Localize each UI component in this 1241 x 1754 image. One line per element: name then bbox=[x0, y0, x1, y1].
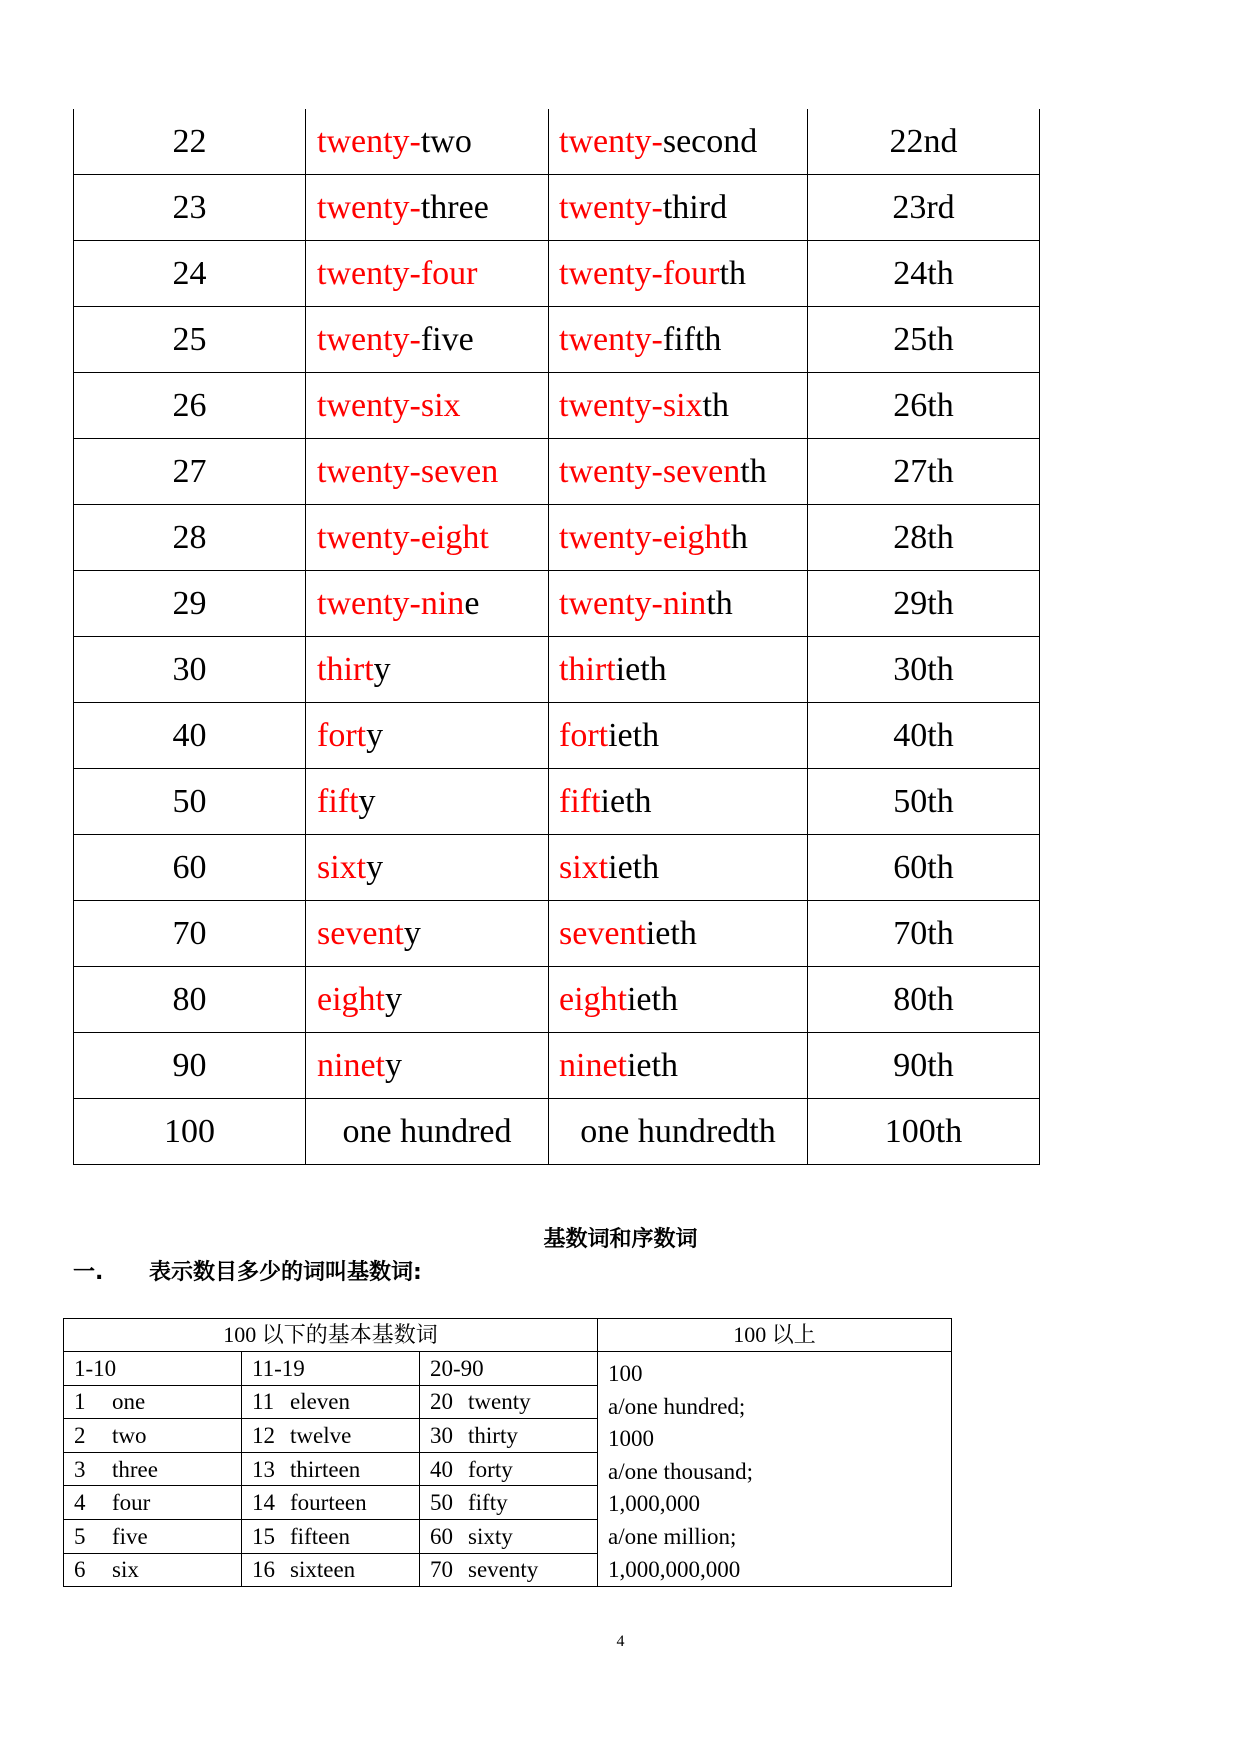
number-text: 50 bbox=[172, 782, 207, 820]
number-cell bbox=[74, 769, 306, 835]
number-text: 100 bbox=[164, 1112, 215, 1150]
ordinal-word-cell bbox=[549, 901, 808, 967]
cardinal-word-cell bbox=[306, 901, 549, 967]
cardinal-word-red: ninet bbox=[317, 1046, 385, 1084]
ordinal-abbr-cell bbox=[808, 835, 1040, 901]
number-text: 40 bbox=[172, 716, 207, 754]
number-cell bbox=[74, 241, 306, 307]
above-100-line: 1000 bbox=[608, 1426, 654, 1452]
number-text: 26 bbox=[172, 386, 207, 424]
cardinal-word-red: fort bbox=[317, 716, 367, 754]
ordinal-abbr-text: 29th bbox=[893, 584, 954, 622]
ordinal-word-black: th bbox=[702, 386, 729, 424]
ordinal-row bbox=[74, 637, 1040, 703]
ordinal-word-black: th bbox=[740, 452, 767, 490]
number-cell bbox=[74, 637, 306, 703]
cardinal-cell bbox=[242, 1519, 420, 1553]
cardinal-word-red: twenty- bbox=[317, 122, 421, 160]
cardinal-number: 1 bbox=[74, 1389, 86, 1415]
cardinal-word-black: five bbox=[420, 320, 474, 358]
ordinal-abbr-cell bbox=[808, 769, 1040, 835]
ordinal-word-cell bbox=[549, 439, 808, 505]
section-heading: 基数词和序数词 bbox=[543, 1227, 698, 1252]
cardinal-word: fourteen bbox=[290, 1490, 367, 1516]
above-100-line: a/one thousand; bbox=[608, 1458, 753, 1484]
cardinal-word-black: y bbox=[366, 848, 384, 886]
ordinal-word-red: ninet bbox=[559, 1046, 627, 1084]
cardinal-word-black: y bbox=[384, 980, 402, 1018]
section-item bbox=[73, 1255, 422, 1286]
cardinal-word: seventy bbox=[468, 1557, 539, 1583]
ordinal-word-cell bbox=[549, 571, 808, 637]
ordinal-word-cell bbox=[549, 241, 808, 307]
cardinal-cell bbox=[242, 1486, 420, 1520]
ordinal-abbr-cell bbox=[808, 175, 1040, 241]
ordinal-abbr-cell bbox=[808, 571, 1040, 637]
cardinal-cell bbox=[64, 1385, 242, 1419]
cardinal-number: 20 bbox=[430, 1389, 453, 1415]
cardinal-cell bbox=[64, 1519, 242, 1553]
cardinal-word: four bbox=[112, 1490, 151, 1516]
cardinal-word: thirteen bbox=[290, 1456, 361, 1482]
cardinal-word-red: twenty-seven bbox=[317, 452, 499, 490]
number-cell bbox=[74, 175, 306, 241]
ordinal-word-red: sevent bbox=[559, 914, 646, 952]
ordinal-row bbox=[74, 505, 1040, 571]
number-text: 28 bbox=[172, 518, 207, 556]
ordinal-word-black: ieth bbox=[615, 650, 667, 688]
ordinal-word-red: sixt bbox=[559, 848, 609, 886]
number-cell bbox=[74, 373, 306, 439]
cardinal-word-cell bbox=[306, 1099, 549, 1165]
ordinal-word-black: th bbox=[719, 254, 746, 292]
ordinal-abbr-cell bbox=[808, 307, 1040, 373]
ordinal-row bbox=[74, 1033, 1040, 1099]
cardinal-word-red: twenty-six bbox=[317, 386, 461, 424]
number-text: 22 bbox=[172, 122, 207, 160]
cardinal-word: sixty bbox=[468, 1523, 513, 1549]
cardinal-cell bbox=[420, 1486, 598, 1520]
cardinal-word: fifty bbox=[468, 1490, 508, 1516]
cardinal-word: fifteen bbox=[290, 1523, 351, 1549]
item-marker: 一. bbox=[73, 1260, 104, 1285]
ordinal-word-red: twenty- bbox=[559, 320, 663, 358]
ordinal-abbr-text: 60th bbox=[893, 848, 954, 886]
above-100-list bbox=[598, 1352, 952, 1587]
cardinal-word-red: sixt bbox=[317, 848, 367, 886]
number-cell bbox=[74, 1033, 306, 1099]
ordinal-abbr-cell bbox=[808, 241, 1040, 307]
number-cell bbox=[74, 307, 306, 373]
cardinal-word-red: twenty-eight bbox=[317, 518, 489, 556]
cardinal-word: five bbox=[112, 1523, 148, 1549]
cardinal-cell bbox=[242, 1452, 420, 1486]
cardinal-number: 13 bbox=[252, 1456, 275, 1482]
number-cell bbox=[74, 571, 306, 637]
ordinal-word-black: fifth bbox=[662, 320, 722, 358]
ordinal-abbr-text: 50th bbox=[893, 782, 954, 820]
cardinal-word-cell bbox=[306, 241, 549, 307]
ordinal-word-red: twenty-nin bbox=[559, 584, 707, 622]
number-cell bbox=[74, 967, 306, 1033]
ordinal-word-red: fift bbox=[559, 782, 601, 820]
cardinal-word-black: two bbox=[420, 122, 472, 160]
ordinal-abbr-cell bbox=[808, 967, 1040, 1033]
cardinal-word-black: y bbox=[403, 914, 421, 952]
cardinal-cell bbox=[420, 1553, 598, 1587]
ordinal-abbr-text: 70th bbox=[893, 914, 954, 952]
cardinal-word-red: thirt bbox=[317, 650, 374, 688]
cardinal-word-cell bbox=[306, 637, 549, 703]
cardinal-number: 15 bbox=[252, 1523, 275, 1549]
cardinal-word-cell bbox=[306, 571, 549, 637]
number-cell bbox=[74, 505, 306, 571]
ordinal-word-cell bbox=[549, 373, 808, 439]
ordinal-word-black: h bbox=[730, 518, 748, 556]
cardinal-word-red: twenty-nin bbox=[317, 584, 465, 622]
number-text: 70 bbox=[172, 914, 207, 952]
col-head-11-19: 11-19 bbox=[242, 1352, 420, 1386]
cardinal-word-cell bbox=[306, 505, 549, 571]
ordinal-word-black: ieth bbox=[608, 848, 660, 886]
cardinal-word-cell bbox=[306, 175, 549, 241]
ordinal-abbr-text: 26th bbox=[893, 386, 954, 424]
ordinal-word-cell bbox=[549, 505, 808, 571]
cardinal-number: 2 bbox=[74, 1422, 86, 1448]
cardinal-word-black: y bbox=[384, 1046, 402, 1084]
ordinal-row bbox=[74, 175, 1040, 241]
ordinal-word-black: ieth bbox=[645, 914, 697, 952]
cardinal-word-cell bbox=[306, 835, 549, 901]
cardinal-word: forty bbox=[468, 1456, 513, 1482]
number-text: 24 bbox=[172, 254, 207, 292]
cardinal-cell bbox=[242, 1385, 420, 1419]
cardinal-word: twelve bbox=[290, 1422, 352, 1448]
ordinal-abbr-text: 24th bbox=[893, 254, 954, 292]
ordinal-row bbox=[74, 109, 1040, 175]
above-100-line: 100 bbox=[608, 1361, 643, 1386]
ordinal-abbr-text: 30th bbox=[893, 650, 954, 688]
above-100-line: 1,000,000 bbox=[608, 1491, 700, 1517]
cardinal-cell bbox=[64, 1486, 242, 1520]
cardinal-word-cell bbox=[306, 967, 549, 1033]
ordinal-word-red: twenty-seven bbox=[559, 452, 741, 490]
cardinal-word: sixteen bbox=[290, 1557, 356, 1583]
cardinal-cell bbox=[420, 1419, 598, 1453]
cardinal-number: 70 bbox=[430, 1557, 453, 1583]
cardinal-word: thirty bbox=[468, 1422, 518, 1448]
cardinal-number: 14 bbox=[252, 1490, 275, 1516]
ordinal-row bbox=[74, 307, 1040, 373]
ordinal-abbr-text: 80th bbox=[893, 980, 954, 1018]
number-cell bbox=[74, 109, 306, 175]
ordinal-word-cell bbox=[549, 967, 808, 1033]
above-100-line: 1,000,000,000 bbox=[608, 1556, 741, 1582]
cardinal-word-black: three bbox=[420, 188, 489, 226]
cardinal-word: twenty bbox=[468, 1389, 531, 1415]
number-cell bbox=[74, 439, 306, 505]
cardinal-word-red: twenty- bbox=[317, 320, 421, 358]
cardinal-number: 5 bbox=[74, 1523, 86, 1549]
ordinal-abbr-cell bbox=[808, 1033, 1040, 1099]
ordinal-row bbox=[74, 571, 1040, 637]
cardinal-word: two bbox=[112, 1422, 147, 1448]
header-below-100: 100 以下的基本基数词 bbox=[64, 1319, 598, 1352]
ordinal-abbr-text: 25th bbox=[893, 320, 954, 358]
cardinal-word-red: fift bbox=[317, 782, 359, 820]
ordinal-row bbox=[74, 241, 1040, 307]
ordinal-abbr-cell bbox=[808, 1099, 1040, 1165]
ordinal-word-red: twenty- bbox=[559, 188, 663, 226]
cardinal-word-red: eight bbox=[317, 980, 385, 1018]
ordinal-word-black: th bbox=[706, 584, 733, 622]
ordinal-word-cell bbox=[549, 1033, 808, 1099]
cardinal-number: 4 bbox=[74, 1490, 86, 1516]
header-above-100: 100 以上 bbox=[598, 1319, 952, 1352]
number-cell bbox=[74, 1099, 306, 1165]
ordinal-word-black: ieth bbox=[626, 1046, 678, 1084]
cardinal-cell bbox=[64, 1452, 242, 1486]
ordinal-row bbox=[74, 1099, 1040, 1165]
ordinal-abbr-text: 28th bbox=[893, 518, 954, 556]
ordinal-word-black: ieth bbox=[626, 980, 678, 1018]
cardinal-word-black: e bbox=[464, 584, 480, 622]
ordinal-abbr-cell bbox=[808, 637, 1040, 703]
cardinal-number: 6 bbox=[74, 1557, 86, 1583]
ordinal-row bbox=[74, 703, 1040, 769]
ordinal-abbr-cell bbox=[808, 505, 1040, 571]
above-100-line: a/one hundred; bbox=[608, 1393, 746, 1419]
number-text: 29 bbox=[172, 584, 207, 622]
ordinal-word-cell bbox=[549, 637, 808, 703]
cardinal-word-cell bbox=[306, 769, 549, 835]
ordinal-abbr-text: 90th bbox=[893, 1046, 954, 1084]
ordinal-word-cell bbox=[549, 835, 808, 901]
ordinal-word-red: eight bbox=[559, 980, 627, 1018]
number-text: 30 bbox=[172, 650, 207, 688]
col-head-1-10: 1-10 bbox=[64, 1352, 242, 1386]
number-cell bbox=[74, 703, 306, 769]
ordinal-row bbox=[74, 901, 1040, 967]
cardinal-word: three bbox=[112, 1456, 158, 1482]
ordinal-abbr-cell bbox=[808, 901, 1040, 967]
number-cell bbox=[74, 835, 306, 901]
cardinal-number: 30 bbox=[430, 1422, 453, 1448]
cardinal-number: 60 bbox=[430, 1523, 453, 1549]
ordinal-numbers-table bbox=[73, 109, 1040, 1165]
ordinal-row bbox=[74, 373, 1040, 439]
cardinal-cell bbox=[242, 1419, 420, 1453]
cardinal-word-cell bbox=[306, 373, 549, 439]
ordinal-word-cell bbox=[549, 1099, 808, 1165]
cardinal-number: 12 bbox=[252, 1422, 275, 1448]
cardinal-number: 3 bbox=[74, 1456, 86, 1482]
cardinal-cell bbox=[242, 1553, 420, 1587]
cardinal-word: one bbox=[112, 1389, 146, 1415]
cardinal-word-black: y bbox=[366, 716, 384, 754]
cardinal-word-cell bbox=[306, 1033, 549, 1099]
ordinal-row bbox=[74, 967, 1040, 1033]
cardinal-word-cell bbox=[306, 307, 549, 373]
number-text: 80 bbox=[172, 980, 207, 1018]
ordinal-abbr-text: 22nd bbox=[889, 122, 958, 160]
cardinal-word-cell bbox=[306, 439, 549, 505]
ordinal-word-black: ieth bbox=[608, 716, 660, 754]
item-text: 表示数目多少的词叫基数词: bbox=[149, 1260, 422, 1285]
cardinal-word-cell bbox=[306, 703, 549, 769]
cardinal-word-red: twenty- bbox=[317, 188, 421, 226]
ordinal-word-black: one hundredth bbox=[580, 1112, 776, 1150]
ordinal-abbr-text: 40th bbox=[893, 716, 954, 754]
number-text: 60 bbox=[172, 848, 207, 886]
cardinal-word-red: sevent bbox=[317, 914, 404, 952]
ordinal-word-black: ieth bbox=[600, 782, 652, 820]
ordinal-word-red: twenty-four bbox=[559, 254, 720, 292]
cardinal-word-black: y bbox=[358, 782, 376, 820]
number-text: 27 bbox=[172, 452, 207, 490]
ordinal-abbr-cell bbox=[808, 703, 1040, 769]
ordinal-abbr-text: 100th bbox=[884, 1112, 963, 1150]
ordinal-row bbox=[74, 439, 1040, 505]
cardinal-word-black: one hundred bbox=[342, 1112, 512, 1150]
col-head-20-90: 20-90 bbox=[420, 1352, 598, 1386]
ordinal-abbr-text: 27th bbox=[893, 452, 954, 490]
ordinal-word-cell bbox=[549, 307, 808, 373]
ordinal-row bbox=[74, 835, 1040, 901]
number-text: 25 bbox=[172, 320, 207, 358]
cardinal-cell bbox=[64, 1419, 242, 1453]
number-text: 90 bbox=[172, 1046, 207, 1084]
cardinal-number: 11 bbox=[252, 1389, 275, 1415]
number-cell bbox=[74, 901, 306, 967]
ordinal-word-cell bbox=[549, 109, 808, 175]
cardinal-number: 16 bbox=[252, 1557, 275, 1583]
cardinal-cell bbox=[420, 1452, 598, 1486]
ordinal-word-cell bbox=[549, 175, 808, 241]
cardinal-number: 40 bbox=[430, 1456, 453, 1482]
ordinal-word-red: twenty-eight bbox=[559, 518, 731, 556]
ordinal-word-red: twenty-six bbox=[559, 386, 703, 424]
cardinal-numbers-table bbox=[63, 1318, 952, 1587]
cardinal-number: 50 bbox=[430, 1490, 453, 1516]
cardinal-cell bbox=[64, 1553, 242, 1587]
cardinal-word-cell bbox=[306, 109, 549, 175]
ordinal-word-black: third bbox=[662, 188, 728, 226]
cardinal-word-red: twenty-four bbox=[317, 254, 478, 292]
ordinal-abbr-cell bbox=[808, 373, 1040, 439]
ordinal-word-red: fort bbox=[559, 716, 609, 754]
ordinal-abbr-cell bbox=[808, 439, 1040, 505]
ordinal-row bbox=[74, 769, 1040, 835]
ordinal-abbr-text: 23rd bbox=[892, 188, 955, 226]
cardinal-word: six bbox=[112, 1557, 139, 1583]
ordinal-word-black: second bbox=[662, 122, 758, 160]
ordinal-word-cell bbox=[549, 769, 808, 835]
cardinal-cell bbox=[420, 1519, 598, 1553]
cardinal-word: eleven bbox=[290, 1389, 351, 1415]
page-number: 4 bbox=[616, 1633, 625, 1650]
number-text: 23 bbox=[172, 188, 207, 226]
cardinal-word-black: y bbox=[373, 650, 391, 688]
ordinal-word-red: twenty- bbox=[559, 122, 663, 160]
ordinal-abbr-cell bbox=[808, 109, 1040, 175]
ordinal-word-red: thirt bbox=[559, 650, 616, 688]
above-100-line: a/one million; bbox=[608, 1523, 737, 1549]
ordinal-word-cell bbox=[549, 703, 808, 769]
cardinal-cell bbox=[420, 1385, 598, 1419]
